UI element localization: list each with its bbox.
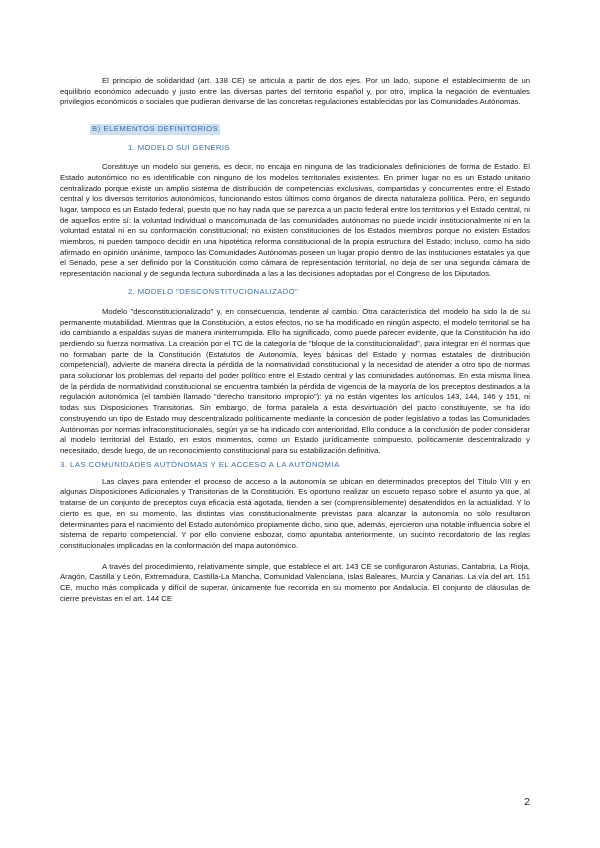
- section-heading-3: 3. LAS COMUNIDADES AUTÓNOMAS Y EL ACCESO A LA AUTONOMIA: [60, 459, 340, 469]
- paragraph-claves: Las claves para entender el proceso de acceso a la autonomía se ubican en determinados preceptos del Título VIII y en algunas Disposiciones Adicionales y Transitorias de la Constitución. Es oportuno realizar un escueto repaso sobre el asunto ya que, al tratarse de un conjunto de preceptos cuya eficacia está agotada, tienden a ser (comprensiblemente) desatendidos en la actualidad. Y lo cierto es que, en su momento, las distintas vías constitucionalmente previstas para alcanzar la autonomía no sólo resultaron determinantes para el nacimiento del Estado autonómico propiamente dicho, sino que, además, ejercieron una notable influencia sobre el sistema de reparto competencial. Y por ello conviene esbozar, como apuntaba anteriormente, un sucinto recordatorio de las reglas constitucionales implicadas en la conformación del mapa autonómico.: [60, 476, 530, 550]
- paragraph-art-143: A través del procedimiento, relativamente simple, que establece el art. 143 CE se configuraron Asturias, Cantabria, La Rioja, Aragón, Castilla y León, Extremadura, Castilla-La Mancha, Comunidad Valenciana, Islas Baleares, Murcia y Canarias. La vía del art. 151 CE, mucho más complicada y difícil de superar, únicamente fue recorrida en su momento por Andalucía. El conjunto de cláusulas de cierre previstas en el art. 144 CE: [60, 561, 530, 603]
- section-label-elementos: B) ELEMENTOS DEFINITORIOS: [92, 124, 219, 134]
- paragraph-desconstitucionalizado: Modelo "desconstitucionalizado" y, en consecuencia, tendente al cambio. Otra característica del modelo ha sido la de su permanente mutabilidad. Mientras que la Constitución, a estos efectos, no se ha modificado en ningún aspecto, el modelo territorial se ha ido cambiando a espaldas suyas de manera ininterrumpida. Ello ha significado, como puede parecer evidente, que la Constitución ha ido perdiendo su fuerza normativa. La creación por el TC de la categoría de "bloque de la constitucionalidad", para integrar en él normas que no formaban parte de la Constitución (Estatutos de Autonomía, leyes básicas del Estado y normas estatales de distribución competencial), advierte de manera directa la pérdida de la normatividad constitucional y la necesidad de atender a otro tipo de normas para solucionar los problemas del reparto del poder político entre el Estado central y las comunidades autónomas. En esta misma línea de la pérdida de normatividad constitucional se encuentra también la pérdida de vigencia de la mayoría de los preceptos destinados a la regulación autonómica (el también llamado "derecho transitorio impropio"): ya no están vigentes los artículos 143, 144, 146 y 151, ni todas sus Disposiciones Transitorias. Sin embargo, de forma paralela a esta desvirtuación del pacto constituyente, se ha ido construyendo un tipo de Estado muy descentralizado políticamente mediante la concesión de poder legislativo a todas las Comunidades Autónomas por normas infraconstitucionales, según ya se ha indicado con anterioridad. Ello conduce a la conclusión de poder considerar al modelo territorial del Estado, en estos momentos, como un Estado jurídicamente compuesto, políticamente descentralizado y necesitado, desde luego, de un reconocimiento constitucional para su estabilización definitiva.: [60, 306, 530, 455]
- paragraph-sui-generis: Constituye un modelo sui generis, es decir, no encaja en ninguna de las tradicionales definiciones de forma de Estado. El Estado autonómico no es identificable con ninguno de los modelos territoriales existentes. En primer lugar no es un Estado unitario centralizado porque existe un amplio sistema de distribución de competencias exclusivas, compartidas y concurrentes entre el Estado central y los diversos territorios autonómicos, funcionando estos últimos como órganos de directa naturaleza política. Pero, en segundo lugar, tampoco es un Estado federal, puesto que no hay nada que se parezca a un pacto federal entre los territorios y el Estado central, ni de aquellos entre sí: la voluntad individual o mancomunada de las comunidades autónomas no puede incidir institucionalmente ni en la voluntad estatal ni en su conformación constitucional; no existen constituciones de los Estados miembros porque no existen Estados miembros, ni pueden tampoco decidir en una hipotética reforma constitucional de la propia estructura del Estado; incluso, como ha sido afirmado en opinión unánime, tampoco las Comunidades Autónomas poseen un lugar propio dentro de las instituciones estatales ya que el Senado, pese a ser definido por la Constitución como cámara de representación territorial, no deja de ser una segunda cámara de representación nacional y de segunda lectura subordinada a las a las decisiones adoptadas por el Congreso de los Diputados.: [60, 162, 530, 279]
- subheading-sui-generis: 1. MODELO SUI GENERIS: [128, 143, 230, 153]
- page-content: [60, 76, 530, 604]
- section-heading-b: [60, 118, 530, 136]
- subheading-desconstitucionalizado: 2. MODELO "DESCONSTITUCIONALIZADO": [128, 286, 299, 296]
- paragraph-solidaridad: El principio de solidaridad (art. 138 CE) se articula a partir de dos ejes. Por un lado, supone el establecimiento de un equilibrio económico adecuado y justo entre las diversas partes del territorio español y, por otro, implica la negación de eventuales privilegios económicos o sociales que pudieran derivarse de las concretas regulaciones establecidas por las Comunidades Autónomas.: [60, 76, 530, 107]
- page-number: 2: [524, 796, 530, 808]
